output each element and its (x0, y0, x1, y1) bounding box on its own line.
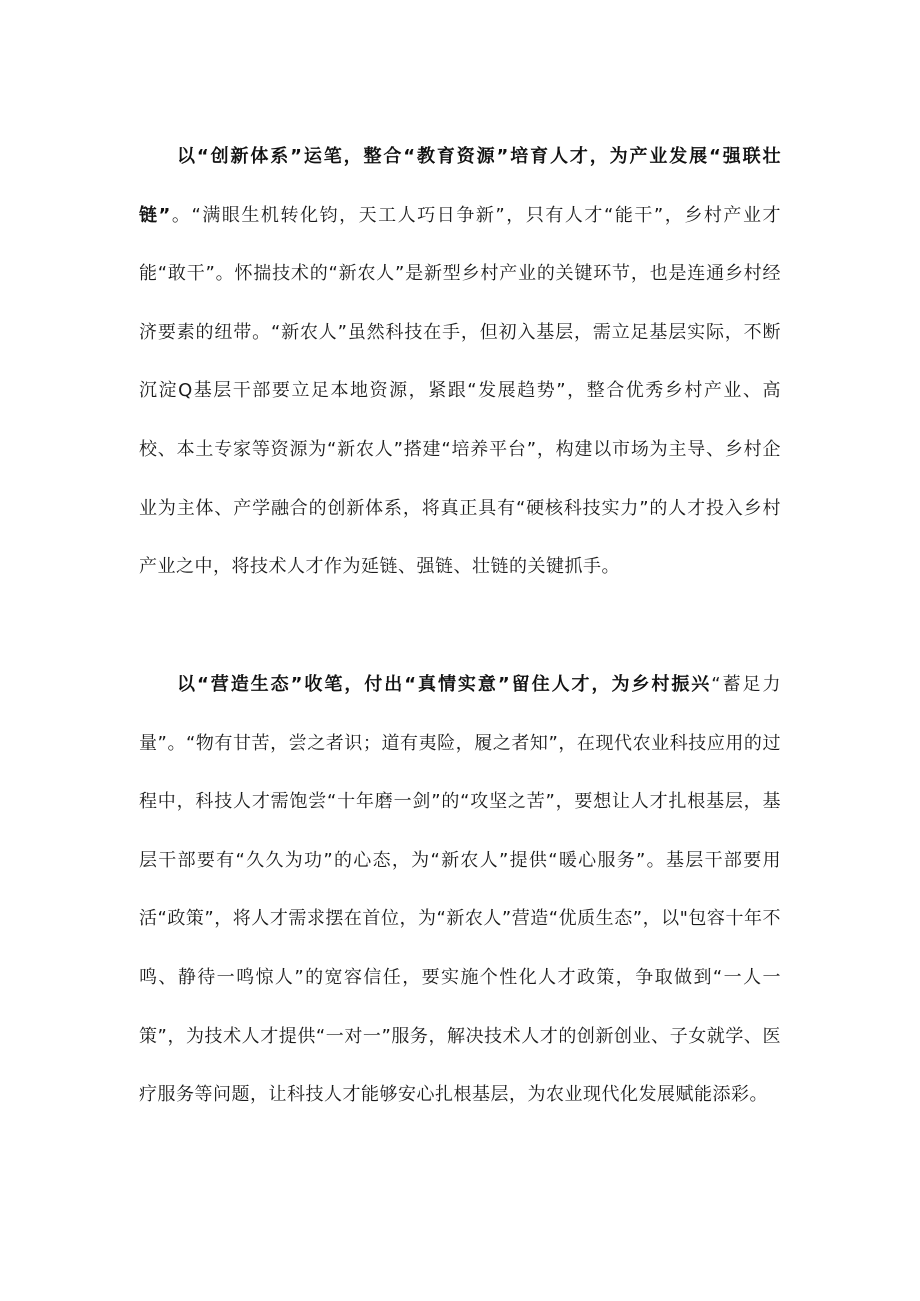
paragraph (139, 656, 781, 1125)
paragraph-body: “蓄足力量”。“物有甘苦，尝之者识；道有夷险，履之者知”，在现代农业科技应用的过程中，科技人才需饱尝“十年磨一剑”的“攻坚之苦”，要想让人才扎根基层，基层干部要有“久久为功”的心态，为“新农人”提供“暖心服务”。基层干部要用活“政策”，将人才需求摆在首位，为“新农人”营造“优质生态”，以"包容十年不鸣、静待一鸣惊人”的宽容信任，要实施个性化人才政策，争取做到“一人一策”，为技术人才提供“一对一”服务，解决技术人才的创新创业、子女就学、医疗服务等问题，让科技人才能够安心扎根基层，为农业现代化发展赋能添彩。 (139, 674, 781, 1106)
paragraph-lead: 以“营造生态”收笔，付出“真情实意”留住人才，为乡村振兴 (177, 674, 712, 695)
paragraph (139, 128, 781, 597)
paragraph-lead: 以“创新体系”运笔，整合“教育资源”培育人才，为产业发展“强联壮链” (139, 146, 781, 226)
paragraph-body: 。“满眼生机转化钧，天工人巧日争新”，只有人才“能干”，乡村产业才能“敢干”。怀揣技术的“新农人”是新型乡村产业的关键环节，也是连通乡村经济要素的纽带。“新农人”虽然科技在手，但初入基层，需立足基层实际，不断沉淀Q基层干部要立足本地资源，紧跟“发展趋势”，整合优秀乡村产业、高校、本土专家等资源为“新农人”搭建“培养平台”，构建以市场为主导、乡村企业为主体、产学融合的创新体系，将真正具有“硬核科技实力”的人才投入乡村产业之中，将技术人才作为延链、强链、壮链的关键抓手。 (139, 204, 781, 578)
